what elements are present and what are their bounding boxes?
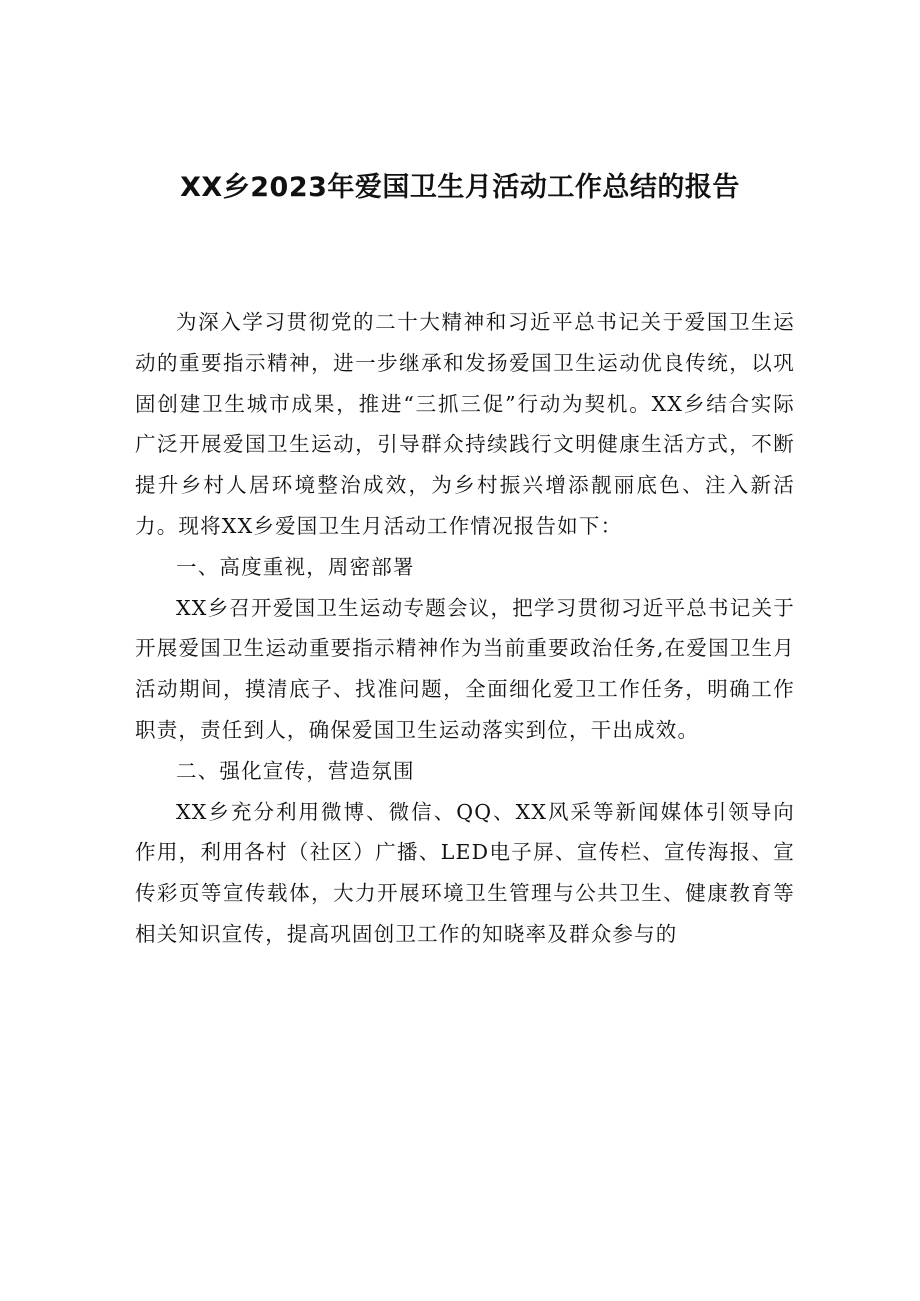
intro-paragraph: 为深入学习贯彻党的二十大精神和习近平总书记关于爱国卫生运动的重要指示精神，进一步继承和发扬爱国卫生运动优良传统，以巩固创建卫生城市成果，推进“三抓三促”行动为契机。XX乡结合实际广泛开展爱国卫生运动，引导群众持续践行文明健康生活方式，不断提升乡村人居环境整治成效，为乡村振兴增添靓丽底色、注入新活力。现将XX乡爱国卫生月活动工作情况报告如下： — [135, 310, 795, 538]
section-heading-1: 一、高度重视，周密部署 — [176, 554, 415, 579]
section-heading-2: 二、强化宣传，营造氛围 — [176, 758, 415, 783]
document-body — [135, 302, 795, 955]
section-2-paragraph: XX乡充分利用微博、微信、QQ、XX风采等新闻媒体引领导向作用，利用各村（社区）广播、LED电子屏、宣传栏、宣传海报、宣传彩页等宣传载体，大力开展环境卫生管理与公共卫生、健康教育等相关知识宣传，提高巩固创卫工作的知晓率及群众参与的 — [135, 799, 795, 946]
section-1-paragraph: XX乡召开爱国卫生运动专题会议，把学习贯彻习近平总书记关于开展爱国卫生运动重要指示精神作为当前重要政治任务,在爱国卫生月活动期间，摸清底子、找准问题，全面细化爱卫工作任务，明确工作职责，责任到人，确保爱国卫生运动落实到位，干出成效。 — [135, 595, 795, 742]
document-title: XX乡2023年爱国卫生月活动工作总结的报告 — [180, 172, 740, 203]
